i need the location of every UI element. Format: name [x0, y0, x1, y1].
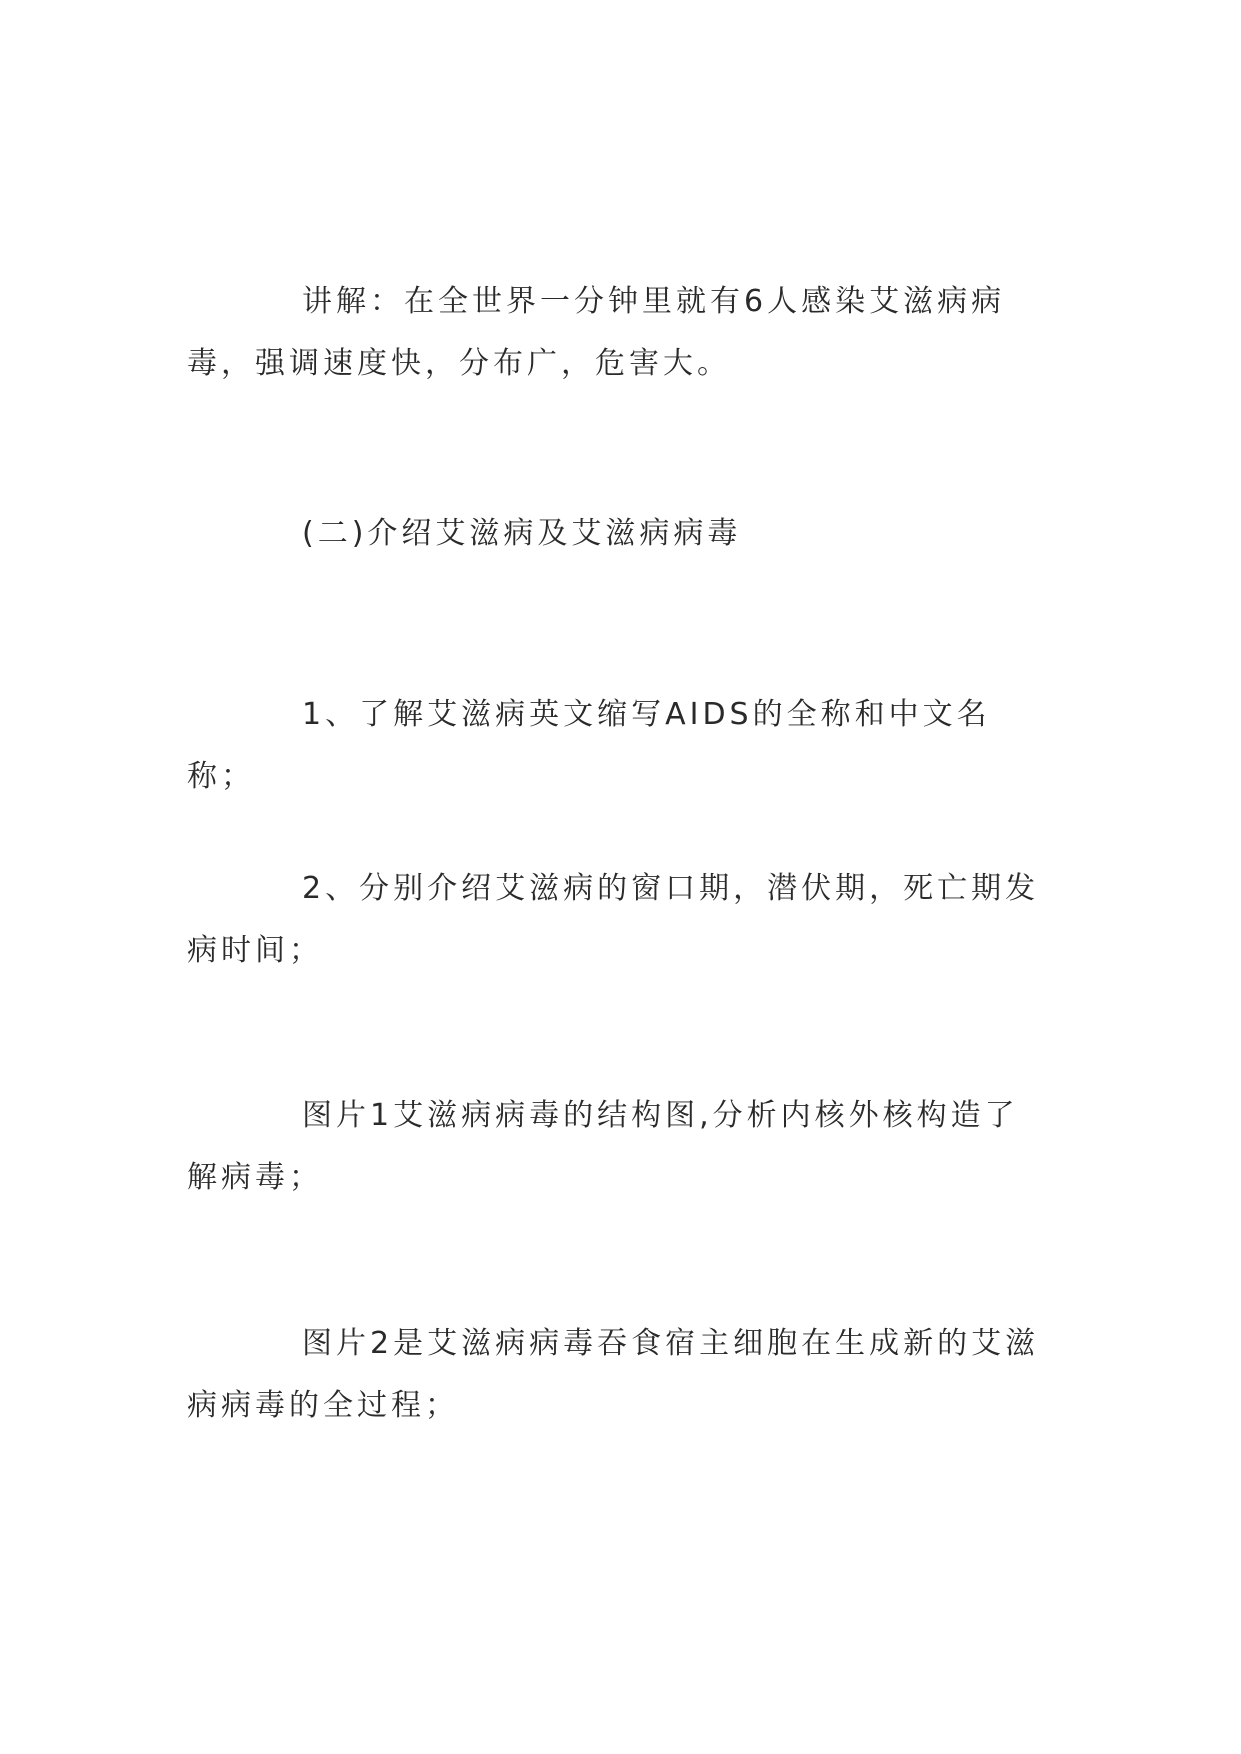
- paragraph-picture-1: 图片1艾滋病病毒的结构图,分析内核外核构造了解病毒；: [187, 1098, 1019, 1195]
- paragraph-picture-2: 图片2是艾滋病病毒吞食宿主细胞在生成新的艾滋病病毒的全过程；: [187, 1326, 1040, 1423]
- paragraph-explanation: 讲解：在全世界一分钟里就有6人感染艾滋病病毒，强调速度快，分布广，危害大。: [187, 284, 1006, 381]
- section-heading-introduction: (二)介绍艾滋病及艾滋病病毒: [302, 516, 742, 551]
- list-item-aids-name: 1、了解艾滋病英文缩写AIDS的全称和中文名称；: [187, 697, 991, 794]
- list-item-periods: 2、分别介绍艾滋病的窗口期，潜伏期，死亡期发病时间；: [187, 871, 1040, 968]
